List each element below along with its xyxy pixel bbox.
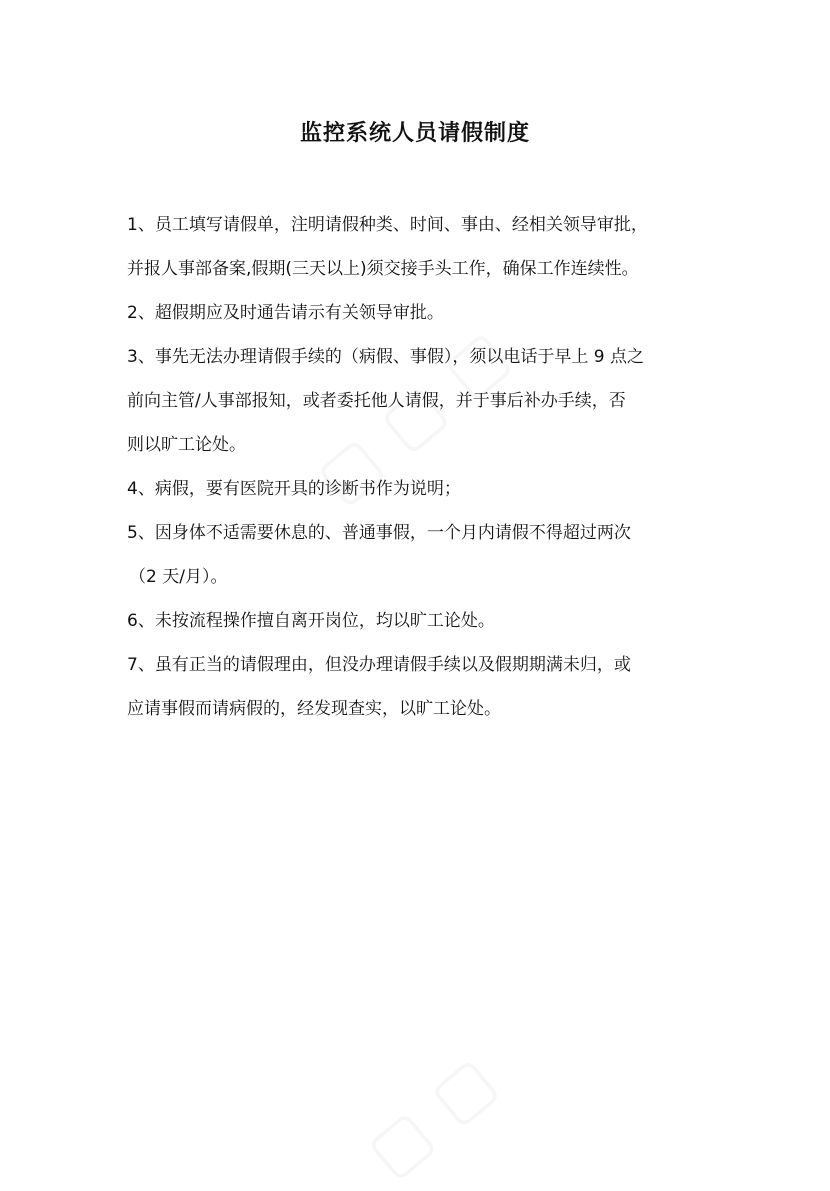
document-title: 监控系统人员请假制度 [299,121,530,146]
paragraph-line: 则以旷工论处。 [127,435,246,455]
paragraph-line: 6、未按流程操作擅自离开岗位，均以旷工论处。 [127,611,495,631]
paragraph-line: 5、因身体不适需要休息的、普通事假，一个月内请假不得超过两次 [127,523,631,543]
paragraph-line: 3、事先无法办理请假手续的（病假、事假），须以电话于早上 9 点之 [127,347,644,367]
paragraph-line: （2 天/月）。 [129,567,228,587]
paragraph-line: 4、病假，要有医院开具的诊断书作为说明； [127,479,461,499]
paragraph-line: 1、员工填写请假单，注明请假种类、时间、事由、经相关领导审批， [127,215,648,235]
paragraph-line: 应请事假而请病假的，经发现查实，以旷工论处。 [127,699,501,719]
document-body [127,214,712,742]
paragraph-line: 7、虽有正当的请假理由，但没办理请假手续以及假期期满未归，或 [127,655,631,675]
paragraph-line: 前向主管/人事部报知，或者委托他人请假，并于事后补办手续，否 [127,391,626,411]
paragraph-line: 并报人事部备案,假期(三天以上)须交接手头工作，确保工作连续性。 [127,259,639,279]
paragraph-line: 2、超假期应及时通告请示有关领导审批。 [127,303,444,323]
